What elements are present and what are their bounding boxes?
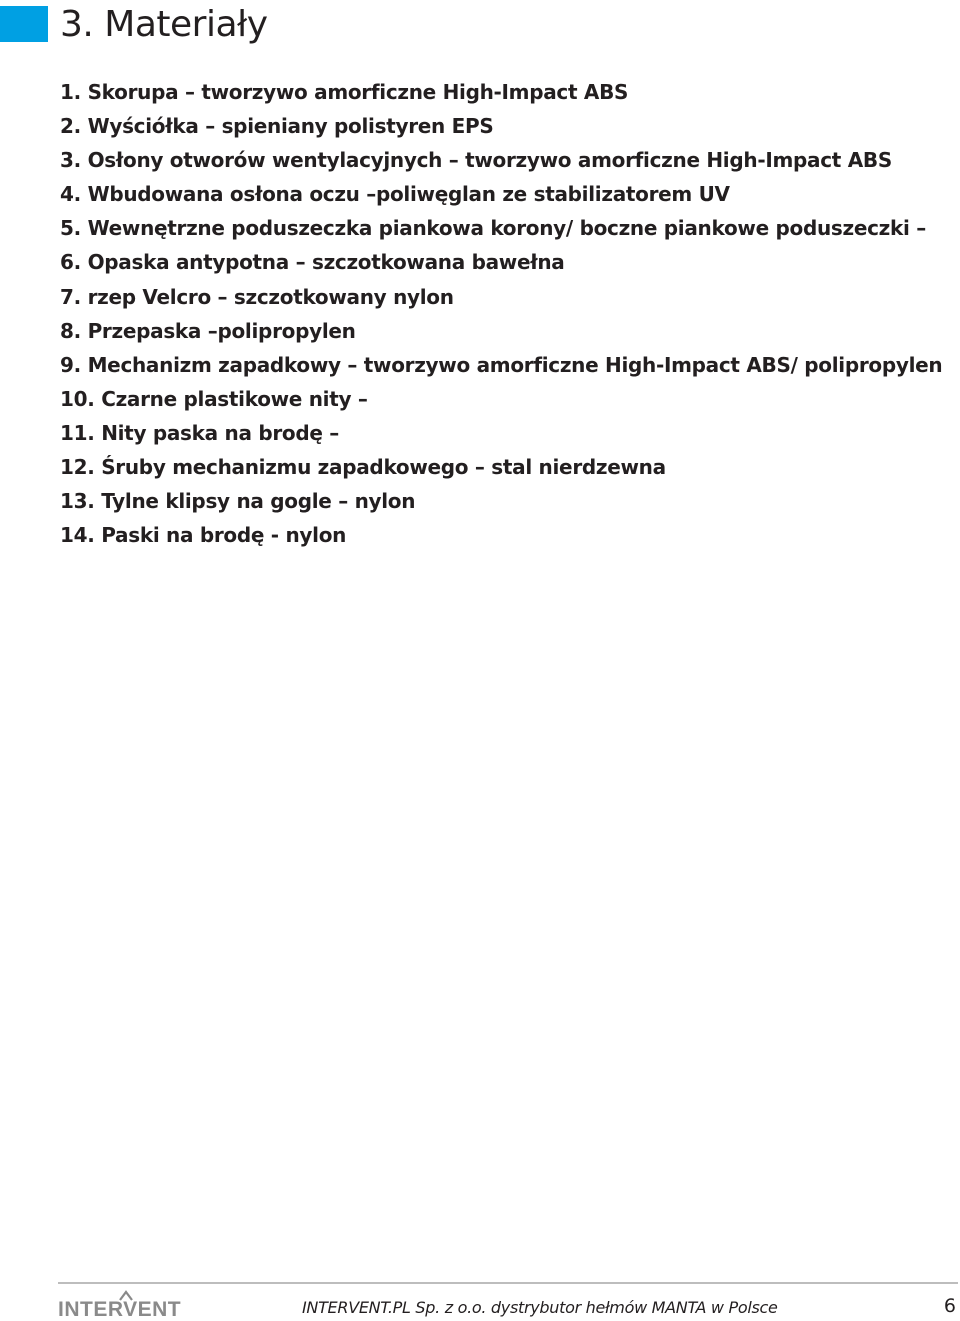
- list-item: 10. Czarne plastikowe nity –: [60, 386, 368, 411]
- list-item: 1. Skorupa – tworzywo amorficzne High-Impact ABS: [60, 80, 629, 104]
- logo-wordmark: INTERVENT: [58, 1298, 182, 1320]
- list-item: 3. Osłony otworów wentylacyjnych – tworzywo amorficzne High-Impact ABS: [60, 148, 892, 173]
- list-item: 9. Mechanizm zapadkowy – tworzywo amorficzne High-Impact ABS/ polipropylen: [60, 352, 943, 377]
- list-item: 2. Wyściółka – spieniany polistyren EPS: [60, 114, 494, 139]
- section-heading: [0, 2, 268, 46]
- page-title: 3. Materiały: [60, 3, 268, 45]
- list-item: 12. Śruby mechanizmu zapadkowego – stal nierdzewna: [60, 455, 666, 480]
- list-item: 6. Opaska antypotna – szczotkowana bawełna: [60, 250, 565, 275]
- list-item: 11. Nity paska na brodę –: [60, 420, 339, 445]
- footer-divider: [58, 1282, 958, 1284]
- list-item: 5. Wewnętrzne poduszeczka piankowa korony/ boczne piankowe poduszeczki –: [60, 216, 926, 241]
- list-item: 14. Paski na brodę - nylon: [60, 523, 347, 548]
- list-item: 13. Tylne klipsy na gogle – nylon: [60, 489, 416, 514]
- list-item: 7. rzep Velcro – szczotkowany nylon: [60, 284, 454, 309]
- materials-list: [60, 76, 942, 553]
- intervent-logo: [58, 1290, 182, 1320]
- heading-accent-square: [0, 6, 48, 42]
- footer-distributor-text: INTERVENT.PL Sp. z o.o. dystrybutor hełmów MANTA w Polsce: [302, 1298, 778, 1317]
- list-item: 4. Wbudowana osłona oczu –poliwęglan ze stabilizatorem UV: [60, 182, 730, 207]
- page-number: 6: [943, 1295, 956, 1317]
- list-item: 8. Przepaska –polipropylen: [60, 318, 356, 343]
